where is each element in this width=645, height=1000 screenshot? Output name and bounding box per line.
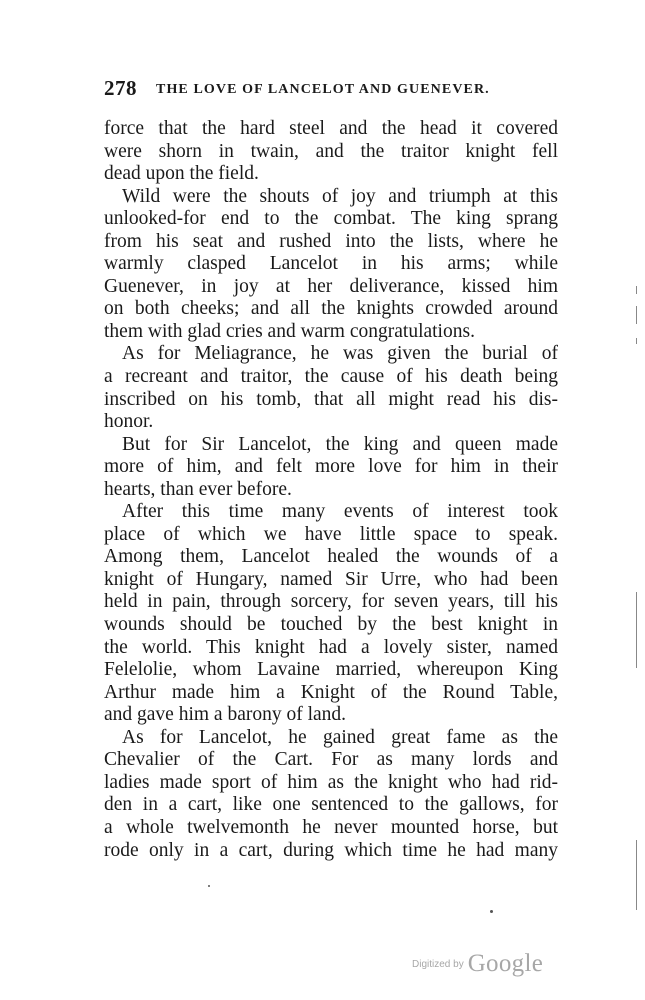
running-header [104, 76, 564, 102]
text-line: were shorn in twain, and the traitor knight fell [104, 140, 558, 162]
text-line: knight of Hungary, named Sir Urre, who had been [104, 568, 558, 590]
scan-edge-mark [636, 306, 637, 324]
text-line: unlooked-for end to the combat. The king sprang [104, 208, 558, 230]
text-line: Arthur made him a Knight of the Round Table, [104, 681, 558, 703]
text-line: Guenever, in joy at her deliverance, kissed him [104, 275, 558, 297]
text-line: Chevalier of the Cart. For as many lords and [104, 749, 558, 771]
text-line: and gave him a barony of land. [104, 704, 347, 726]
scan-edge-mark [636, 592, 637, 668]
text-line: from his seat and rushed into the lists, where he [104, 230, 558, 252]
text-line: But for Sir Lancelot, the king and queen made [122, 433, 558, 455]
body-text [104, 118, 558, 862]
digitized-by-google-watermark [412, 950, 543, 978]
scan-edge-mark [636, 286, 637, 294]
page-number: 278 [104, 76, 137, 100]
text-line: on both cheeks; and all the knights crowded around [104, 298, 558, 320]
text-line: the world. This knight had a lovely sister, named [104, 636, 558, 658]
text-line: After this time many events of interest took [122, 501, 558, 523]
text-line: a recreant and traitor, the cause of his death being [104, 366, 558, 388]
scan-edge-mark [636, 338, 637, 344]
text-line: honor. [104, 411, 154, 433]
scan-speck [490, 910, 493, 913]
running-title: THE LOVE OF LANCELOT AND GUENEVER. [156, 82, 490, 97]
text-line: force that the hard steel and the head it covered [104, 118, 558, 139]
text-line: place of which we have little space to speak. [104, 523, 558, 545]
text-line: As for Lancelot, he gained great fame as the [122, 726, 558, 748]
text-line: ladies made sport of him as the knight who had rid- [104, 771, 558, 793]
text-line: Among them, Lancelot healed the wounds of a [104, 546, 558, 568]
text-line: Wild were the shouts of joy and triumph at this [122, 185, 558, 207]
text-line: held in pain, through sorcery, for seven years, till his [104, 591, 558, 613]
text-line: wounds should be touched by the best knight in [104, 614, 558, 636]
text-line: warmly clasped Lancelot in his arms; while [104, 253, 558, 275]
text-line: As for Meliagrance, he was given the burial of [122, 343, 558, 365]
text-line: them with glad cries and warm congratulations. [104, 320, 475, 342]
text-line: Felelolie, whom Lavaine married, whereupon King [104, 659, 558, 681]
text-line: rode only in a cart, during which time he had many [104, 839, 558, 861]
google-logo: Google [467, 950, 544, 977]
text-line: a whole twelvemonth he never mounted horse, but [104, 816, 558, 838]
text-line: inscribed on his tomb, that all might read his dis- [104, 388, 558, 410]
text-line: den in a cart, like one sentenced to the gallows, for [104, 794, 558, 816]
text-line: dead upon the field. [104, 163, 259, 185]
scan-speck [208, 885, 210, 887]
watermark-prefix: Digitized by [412, 959, 464, 970]
text-line: hearts, than ever before. [104, 478, 292, 500]
text-line: more of him, and felt more love for him in their [104, 456, 558, 478]
scan-edge-mark [636, 840, 637, 910]
